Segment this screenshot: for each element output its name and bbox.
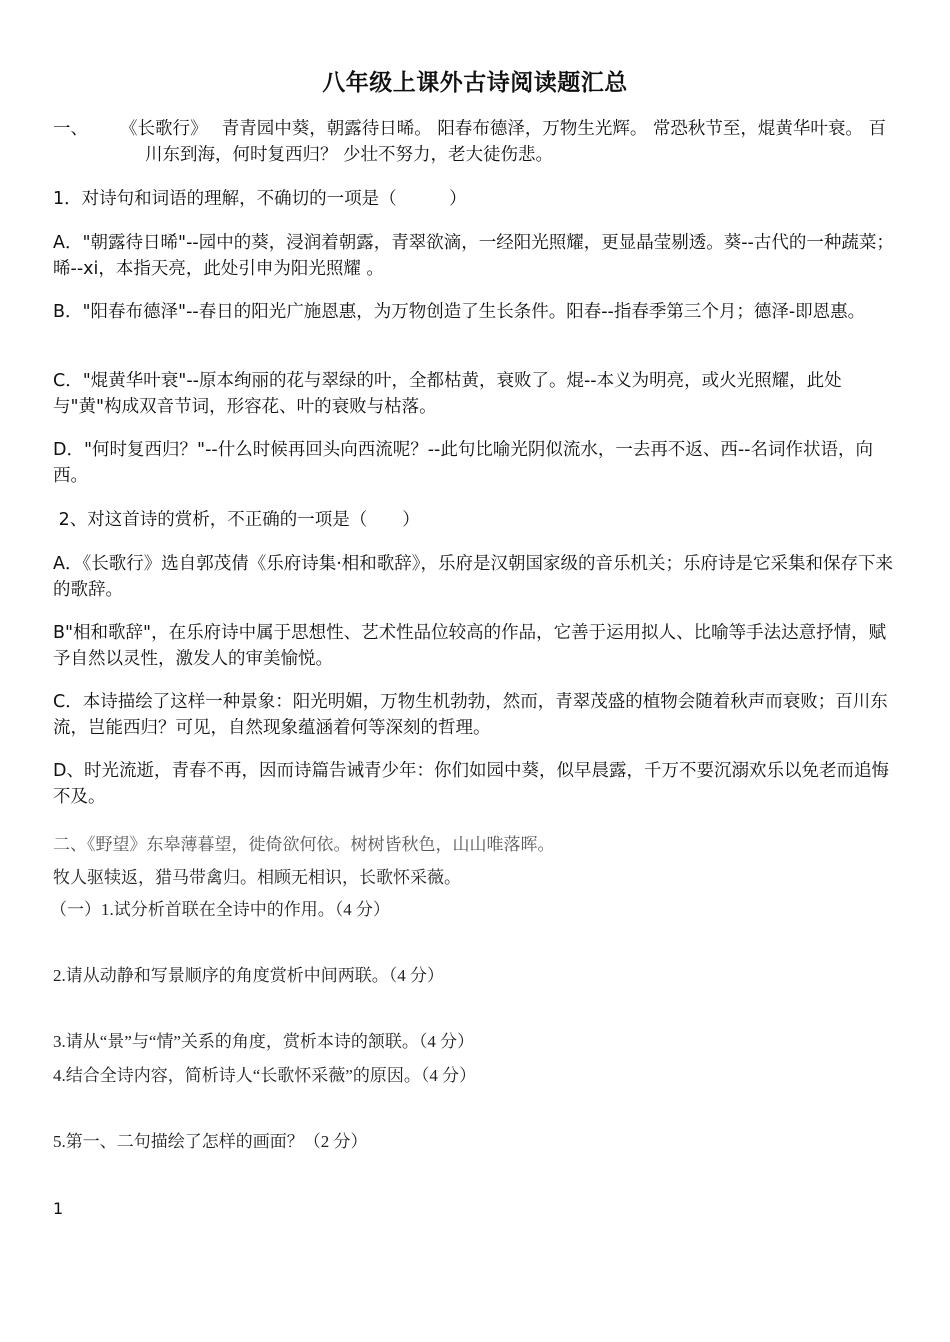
section2-poem-line1: 二、《野望》东皋薄暮望，徙倚欲何依。树树皆秋色，山山唯落晖。 (53, 835, 555, 854)
section2-poem-line2: 牧人驱犊返，猎马带禽归。相顾无相识，长歌怀采薇。 (53, 868, 461, 887)
section2-question-1: （一）1.试分析首联在全诗中的作用。（4 分） (50, 900, 390, 919)
page-number: 1 (53, 1199, 64, 1218)
q1-stem: 1．对诗句和词语的理解，不确切的一项是（ ） (53, 189, 467, 209)
q2-stem: 2、对这首诗的赏析，不正确的一项是（ ） (53, 510, 420, 530)
section1-poem-text: 《长歌行》 青青园中葵，朝露待日晞。 阳春布德泽，万物生光辉。 常恐秋节至，焜黄华叶衰。 百川东到海，何时复西归？ 少壮不努力，老大徒伤悲。 (120, 119, 886, 165)
q2-option-c: C．本诗描绘了这样一种景象：阳光明媚，万物生机勃勃，然而，青翠茂盛的植物会随着秋声而衰败；百川东流，岂能西归？可见，自然现象蕴涵着何等深刻的哲理。 (53, 692, 888, 738)
q1-option-d: D．"何时复西归？"--什么时候再回头向西流呢？--此句比喻光阴似流水，一去再不返、西--名词作状语，向西。 (53, 440, 873, 486)
q2-option-d: D、时光流逝，青春不再，因而诗篇告诫青少年：你们如园中葵，似早晨露，千万不要沉溺欢乐以免老而追悔不及。 (53, 761, 889, 807)
section1-poem (53, 116, 903, 168)
section1-number: 一、 (53, 119, 88, 139)
q2-option-a: A．《长歌行》选自郭茂倩《乐府诗集·相和歌辞》，乐府是汉朝国家级的音乐机关；乐府诗是它采集和保存下来的歌辞。 (53, 554, 894, 600)
q2-option-b: B"相和歌辞"，在乐府诗中属于思想性、艺术性品位较高的作品，它善于运用拟人、比喻等手法达意抒情，赋予自然以灵性，激发人的审美愉悦。 (53, 623, 887, 669)
section2-question-2: 2.请从动静和写景顺序的角度赏析中间两联。（4 分） (53, 966, 444, 985)
q1-option-b: B．"阳春布德泽"--春日的阳光广施恩惠，为万物创造了生长条件。阳春--指春季第三个月；德泽-即恩惠。 (53, 302, 866, 322)
page-title: 八年级上课外古诗阅读题汇总 (322, 70, 628, 96)
section2-question-4: 4.结合全诗内容，简析诗人“长歌怀采薇”的原因。（4 分） (53, 1066, 477, 1085)
q1-option-c: C．"焜黄华叶衰"--原本绚丽的花与翠绿的叶，全都枯黄，衰败了。焜--本义为明亮，或火光照耀，此处与"黄"构成双音节词，形容花、叶的衰败与枯落。 (53, 371, 842, 417)
q1-option-a: A．"朝露待日晞"--园中的葵，浸润着朝露，青翠欲滴，一经阳光照耀，更显晶莹剔透。葵--古代的一种蔬菜；晞--xi，本指天亮，此处引申为阳光照耀 。 (53, 233, 894, 279)
section2-question-5: 5.第一、二句描绘了怎样的画面？（2 分） (53, 1132, 368, 1151)
section2-question-3: 3.请从“景”与“情”关系的角度，赏析本诗的颔联。（4 分） (53, 1032, 475, 1051)
